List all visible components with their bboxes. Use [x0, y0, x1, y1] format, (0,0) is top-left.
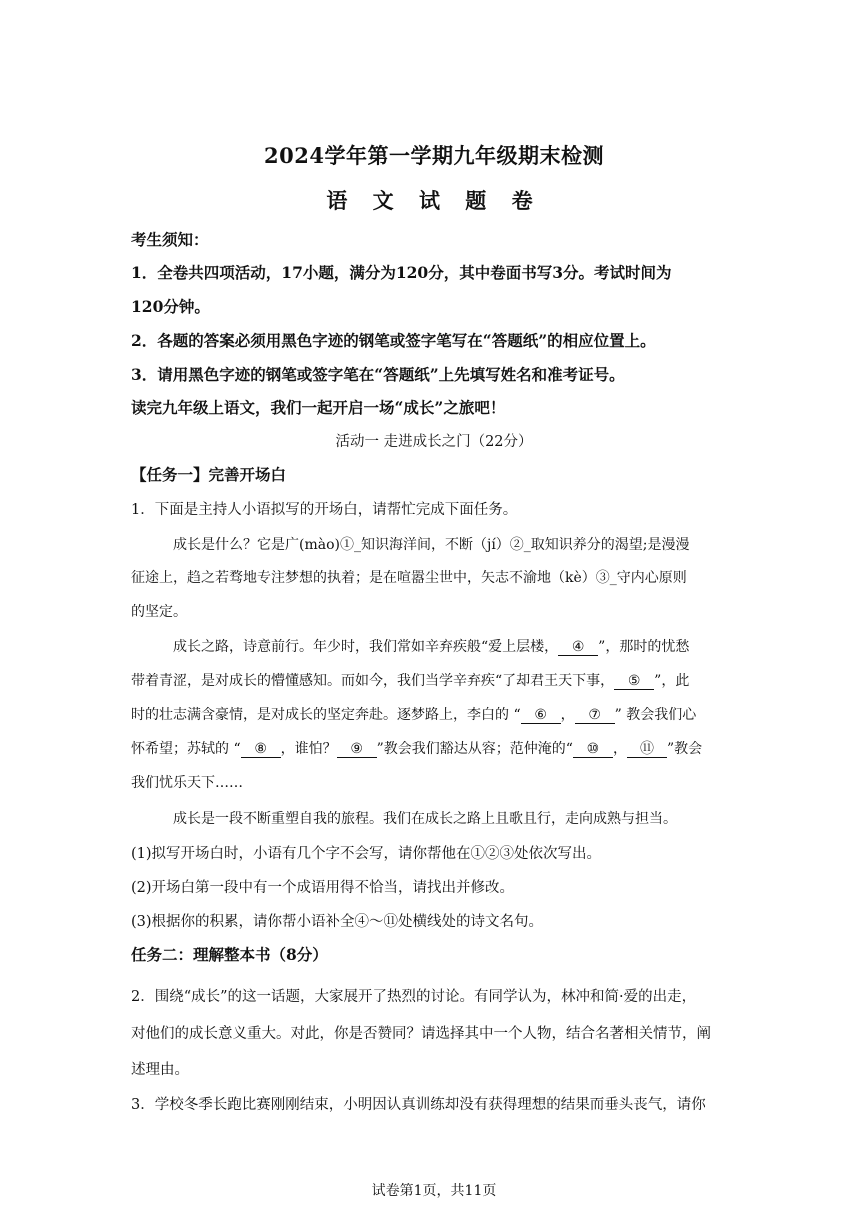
- blank-8: ⑧: [241, 742, 281, 758]
- passage-1-line-1: 成长是什么？它是广(mào)①_知识海洋间，不断（jí）②_取知识养分的渴望;是漫漫: [173, 537, 690, 553]
- passage-2-line-2: [131, 670, 689, 690]
- notice-item-3: 3．请用黑色字迹的钢笔或签字笔在“答题纸”上先填写姓名和准考证号。: [131, 365, 625, 384]
- passage-text: ”教会: [666, 741, 703, 757]
- passage-2-line-3: [131, 704, 696, 724]
- blank-4: ④: [558, 640, 598, 656]
- passage-text: ”，那时的忧愁: [598, 639, 690, 655]
- page-footer: 试卷第1页，共11页: [371, 1183, 497, 1199]
- sub-question-2: (2)开场白第一段中有一个成语用得不恰当，请找出并修改。: [131, 880, 515, 896]
- passage-text: ” 教会我们心: [614, 707, 697, 723]
- passage-text: 成长之路，诗意前行。年少时，我们常如辛弃疾般“爱上层楼，: [173, 639, 559, 655]
- passage-2-line-5: 我们忧乐天下……: [131, 775, 243, 791]
- blank-9: ⑨: [337, 742, 377, 758]
- blank-6: ⑥: [521, 708, 561, 724]
- passage-text: ”教会我们豁达从容；范仲淹的“: [376, 741, 573, 757]
- blank-11: ⑪: [627, 742, 667, 758]
- notice-heading: 考生须知：: [131, 230, 209, 249]
- passage-3: 成长是一段不断重塑自我的旅程。我们在成长之路上且歌且行，走向成熟与担当。: [173, 811, 677, 827]
- notice-item-1-line-1: 1．全卷共四项活动，17小题，满分为120分，其中卷面书写3分。考试时间为: [131, 263, 672, 282]
- exam-title: 2024学年第一学期九年级期末检测: [264, 143, 604, 168]
- notice-item-1-line-2: 120分钟。: [131, 297, 210, 316]
- exam-subtitle: 语 文 试 题 卷: [326, 188, 542, 213]
- passage-text: 时的壮志满含豪情，是对成长的坚定奔赴。逐梦路上，李白的 “: [131, 707, 521, 723]
- passage-text: ”，此: [654, 673, 690, 689]
- passage-text: ，: [612, 741, 627, 757]
- passage-text: 怀希望；苏轼的 “: [131, 741, 241, 757]
- passage-1-line-3: 的坚定。: [131, 604, 187, 620]
- question-2-line-3: 述理由。: [131, 1062, 189, 1078]
- activity-1-title: 活动一 走进成长之门（22分）: [335, 434, 533, 450]
- notice-intro: 读完九年级上语文，我们一起开启一场“成长”之旅吧！: [131, 398, 506, 417]
- passage-2-line-1: [173, 636, 689, 656]
- question-2-line-1: 2．围绕“成长”的这一话题，大家展开了热烈的讨论。有同学认为，林冲和简·爱的出走，: [131, 989, 697, 1005]
- question-1-stem: 1．下面是主持人小语拟写的开场白，请帮忙完成下面任务。: [131, 502, 518, 518]
- sub-question-3: (3)根据你的积累，请你帮小语补全④～⑪处横线处的诗文名句。: [131, 914, 544, 930]
- passage-1-line-2: 征途上，趋之若骛地专注梦想的执着；是在喧嚣尘世中，矢志不渝地（kè）③_守内心原则: [131, 570, 687, 586]
- passage-text: ，: [560, 707, 575, 723]
- question-3-line-1: 3．学校冬季长跑比赛刚刚结束，小明因认真训练却没有获得理想的结果而垂头丧气，请你: [131, 1097, 706, 1113]
- sub-question-1: (1)拟写开场白时，小语有几个字不会写，请你帮他在①②③处依次写出。: [131, 846, 602, 862]
- passage-text: ，谁怕？: [280, 741, 337, 757]
- task-1-title: 【任务一】完善开场白: [131, 465, 287, 484]
- blank-10: ⑩: [573, 742, 613, 758]
- passage-2-line-4: [131, 738, 702, 758]
- task-2-title: 任务二：理解整本书（8分）: [131, 945, 328, 964]
- notice-item-2: 2．各题的答案必须用黑色字迹的钢笔或签字笔写在“答题纸”的相应位置上。: [131, 331, 656, 350]
- passage-text: 带着青涩，是对成长的懵懂感知。而如今，我们当学辛弃疾“了却君王天下事，: [131, 673, 615, 689]
- blank-5: ⑤: [614, 674, 654, 690]
- question-2-line-2: 对他们的成长意义重大。对此，你是否赞同？请选择其中一个人物，结合名著相关情节，阐: [131, 1026, 711, 1042]
- blank-7: ⑦: [575, 708, 615, 724]
